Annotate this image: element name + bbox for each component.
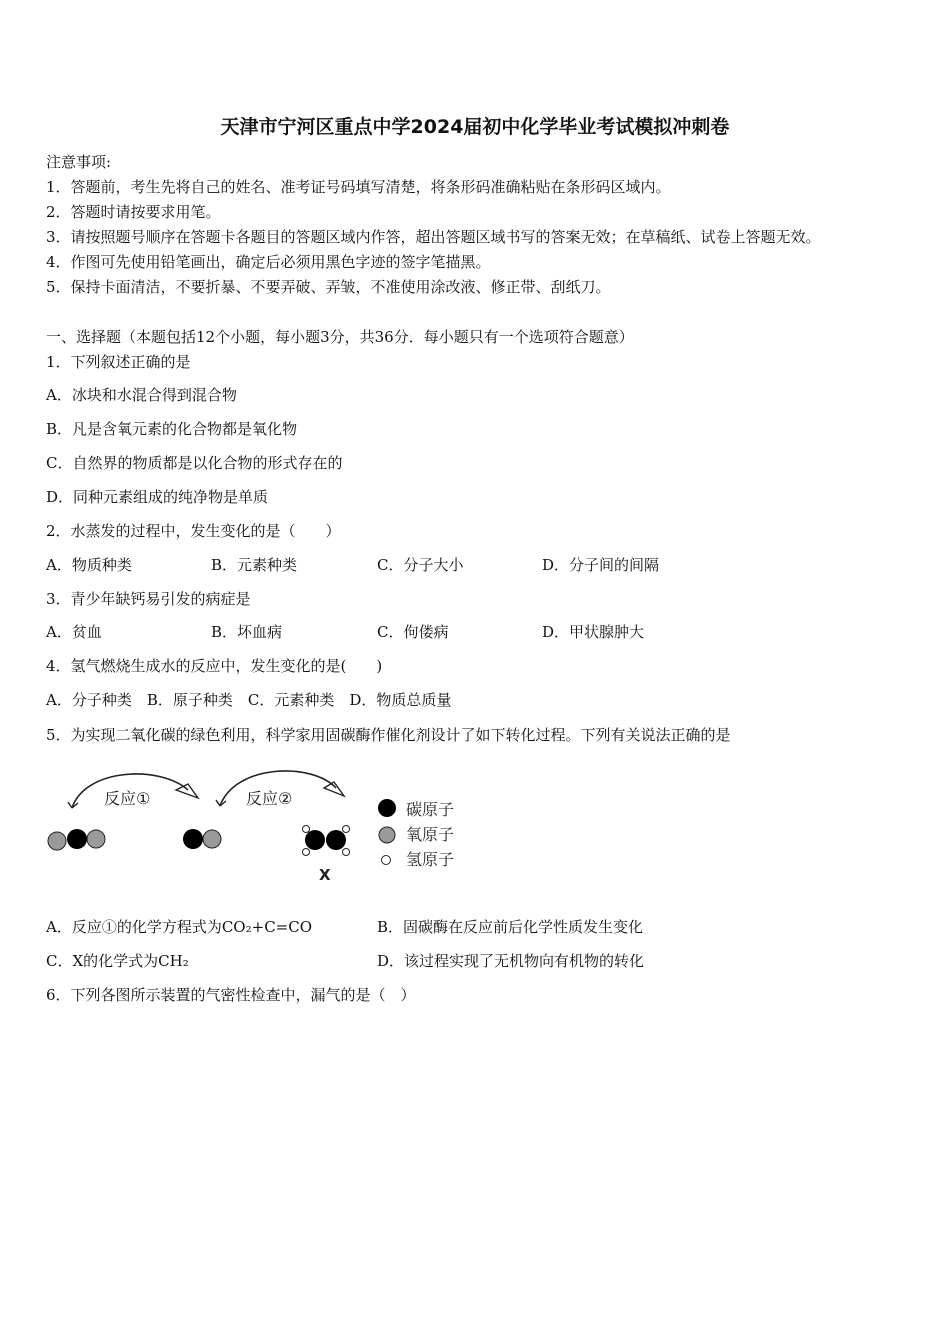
- oxygen-atom: [48, 832, 66, 850]
- carbon-atom: [183, 829, 203, 849]
- hydrogen-atom: [343, 826, 350, 833]
- hydrogen-atom: [303, 849, 310, 856]
- question-stem: 4．氢气燃烧生成水的反应中，发生变化的是( ): [46, 657, 383, 675]
- carbon-atom: [67, 829, 87, 849]
- question-stem: 3．青少年缺钙易引发的病症是: [46, 590, 251, 608]
- answer-option: B．元素种类: [211, 556, 298, 574]
- question-stem: 5．为实现二氧化碳的绿色利用，科学家用固碳酶作催化剂设计了如下转化过程。下列有关说法正确的是: [46, 726, 731, 744]
- answer-option: A．冰块和水混合得到混合物: [46, 386, 237, 404]
- question-stem: 1．下列叙述正确的是: [46, 353, 191, 371]
- reaction2-label: 反应②: [246, 789, 293, 808]
- notice-item: 5．保持卡面清洁，不要折暴、不要弄破、弄皱，不准使用涂改液、修正带、刮纸刀。: [46, 278, 611, 296]
- question-stem: 2．水蒸发的过程中，发生变化的是（ ）: [46, 522, 341, 540]
- answer-options: A．分子种类 B．原子种类 C．元素种类 D．物质总质量: [46, 691, 452, 709]
- notice-item: 1．答题前，考生先将自己的姓名、准考证号码填写清楚，将条形码准确粘贴在条形码区域内。: [46, 178, 671, 196]
- reaction-diagram: [40, 760, 480, 890]
- legend-hydrogen-label: 氢原子: [406, 850, 455, 869]
- answer-option: A．物质种类: [46, 556, 132, 574]
- answer-option: B．固碳酶在反应前后化学性质发生变化: [377, 918, 644, 936]
- hydrogen-atom: [303, 826, 310, 833]
- product-label: X: [319, 866, 331, 884]
- answer-option: D．该过程实现了无机物向有机物的转化: [377, 952, 645, 970]
- oxygen-atom: [87, 830, 105, 848]
- notice-heading: 注意事项:: [46, 153, 112, 171]
- legend-hydrogen-icon: [382, 856, 391, 865]
- carbon-atom: [326, 830, 346, 850]
- reaction2-arrow-head: [324, 782, 344, 796]
- answer-option: D．同种元素组成的纯净物是单质: [46, 488, 269, 506]
- answer-option: B．凡是含氧元素的化合物都是氧化物: [46, 420, 298, 438]
- answer-option: D．甲状腺肿大: [542, 623, 645, 641]
- answer-option: C．分子大小: [377, 556, 464, 574]
- answer-option: D．分子间的间隔: [542, 556, 660, 574]
- question-stem: 6．下列各图所示装置的气密性检查中，漏气的是（ ）: [46, 986, 416, 1004]
- legend-oxygen-icon: [379, 827, 395, 843]
- answer-option: C．佝偻病: [377, 623, 449, 641]
- notice-item: 2．答题时请按要求用笔。: [46, 203, 221, 221]
- oxygen-atom: [203, 830, 221, 848]
- page-title: 天津市宁河区重点中学2024届初中化学毕业考试模拟冲刺卷: [220, 116, 730, 138]
- answer-option: B．坏血病: [211, 623, 283, 641]
- legend-oxygen-label: 氧原子: [406, 825, 455, 844]
- reaction1-label: 反应①: [104, 789, 151, 808]
- notice-item: 3．请按照题号顺序在答题卡各题目的答题区域内作答，超出答题区域书写的答案无效；在草稿纸、试卷上答题无效。: [46, 228, 821, 246]
- notice-item: 4．作图可先使用铅笔画出，确定后必须用黑色字迹的签字笔描黑。: [46, 253, 491, 271]
- answer-option: A．贫血: [46, 623, 102, 641]
- legend-carbon-label: 碳原子: [406, 800, 455, 819]
- answer-option: A．反应①的化学方程式为CO₂+C=CO: [46, 918, 313, 936]
- carbon-atom: [305, 830, 325, 850]
- reaction1-arrow-head: [176, 784, 198, 798]
- section-heading: 一、选择题（本题包括12个小题，每小题3分，共36分．每小题只有一个选项符合题意）: [46, 328, 634, 346]
- answer-option: C．自然界的物质都是以化合物的形式存在的: [46, 454, 343, 472]
- legend-carbon-icon: [378, 799, 396, 817]
- answer-option: C．X的化学式为CH₂: [46, 952, 189, 970]
- hydrogen-atom: [343, 849, 350, 856]
